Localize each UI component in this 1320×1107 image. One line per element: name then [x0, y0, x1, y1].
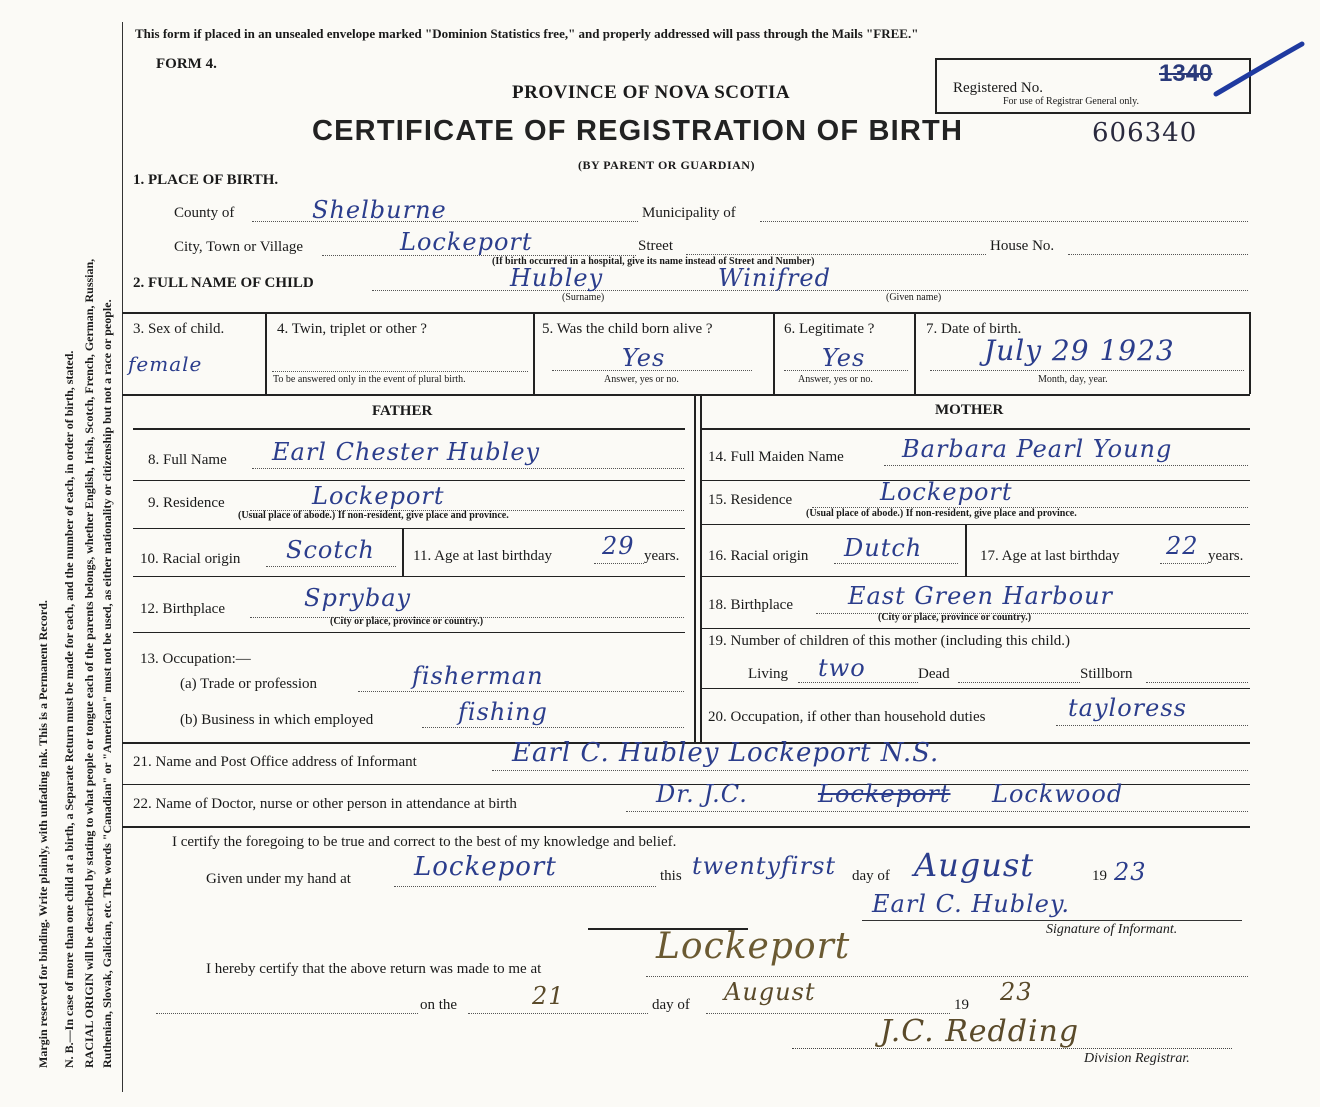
- surname-note: (Surname): [562, 292, 605, 303]
- father-trade-label: (a) Trade or profession: [180, 676, 318, 692]
- mother-residence-note: (Usual place of abode.) If non-resident, give place and province.: [806, 508, 1077, 519]
- mother-dead-label: Dead: [918, 666, 950, 682]
- registrar-signature: J.C. Redding: [880, 1014, 1080, 1049]
- father-heading: FATHER: [372, 403, 433, 419]
- certify-dayof-label: day of: [852, 868, 890, 884]
- county-value: Shelburne: [312, 196, 447, 224]
- margin-racial-note-2: Ruthenian, Slovak, Galician, etc. The words "Canadian" or "American" must not be used, as either nationality or citizenship but not a race or people.: [100, 299, 114, 1068]
- alive-label: 5. Was the child born alive ?: [542, 321, 713, 337]
- mother-stillborn-label: Stillborn: [1080, 666, 1133, 682]
- mother-children-label: 19. Number of children of this mother (including this child.): [708, 633, 1071, 649]
- twin-note: To be answered only in the event of plural birth.: [273, 374, 466, 385]
- informant-signature: Earl C. Hubley.: [872, 890, 1070, 918]
- father-residence-label: 9. Residence: [148, 495, 225, 511]
- certify-year-print: 19: [1092, 868, 1107, 884]
- city-value: Lockeport: [400, 228, 533, 256]
- registrar-day-value: 21: [532, 982, 565, 1010]
- father-racial-value: Scotch: [286, 536, 375, 564]
- legitimate-note: Answer, yes or no.: [798, 374, 873, 385]
- father-occupation-label: 13. Occupation:—: [140, 651, 251, 667]
- margin-racial-note-1: RACIAL ORIGIN will be described by stating to what people or tongue each of the parents belongs, whether English, Irish, Scotch, French, German, Russian,: [82, 258, 96, 1068]
- registered-box: [935, 58, 1251, 114]
- mother-living-value: two: [818, 654, 866, 682]
- dob-value: July 29 1923: [984, 334, 1175, 367]
- alive-value: Yes: [622, 344, 666, 372]
- mother-occupation-label: 20. Occupation, if other than household duties: [708, 709, 986, 725]
- informant-label: 21. Name and Post Office address of Informant: [133, 754, 417, 770]
- father-residence-value: Lockeport: [312, 482, 445, 510]
- certify-month-value: August: [914, 846, 1035, 884]
- mother-occupation-value: tayloress: [1068, 694, 1187, 722]
- given-under-label: Given under my hand at: [206, 871, 351, 887]
- dob-label: 7. Date of birth.: [926, 321, 1022, 337]
- registrar-on-label: on the: [420, 997, 458, 1013]
- doctor-prefix: Dr. J.C.: [656, 780, 748, 808]
- mother-residence-label: 15. Residence: [708, 492, 793, 508]
- given-place-value: Lockeport: [414, 852, 557, 882]
- registered-label: Registered No.: [953, 80, 1043, 96]
- child-name-label: 2. FULL NAME OF CHILD: [133, 275, 314, 291]
- father-birthplace-note: (City or place, province or country.): [330, 616, 484, 627]
- father-trade-value: fisherman: [412, 662, 544, 690]
- registrar-month-value: August: [724, 978, 816, 1006]
- father-name-value: Earl Chester Hubley: [272, 438, 541, 466]
- mother-name-value: Barbara Pearl Young: [902, 435, 1173, 463]
- place-of-birth-label: 1. PLACE OF BIRTH.: [133, 172, 279, 188]
- mother-racial-value: Dutch: [844, 534, 923, 562]
- registered-note: For use of Registrar General only.: [1003, 96, 1139, 107]
- margin-nb-note: N. B.—In case of more than one child at a birth, a Separate Return must be made for each, and the number of each, in order of birth, stated.: [62, 350, 76, 1068]
- father-age-value: 29: [602, 532, 635, 560]
- father-years-label: years.: [644, 548, 680, 564]
- mother-residence-value: Lockeport: [880, 478, 1013, 506]
- mother-racial-label: 16. Racial origin: [708, 548, 809, 564]
- mother-heading: MOTHER: [935, 402, 1004, 418]
- legitimate-label: 6. Legitimate ?: [784, 321, 875, 337]
- doctor-value: Lockwood: [992, 780, 1124, 808]
- alive-note: Answer, yes or no.: [604, 374, 679, 385]
- father-age-label: 11. Age at last birthday: [413, 548, 552, 564]
- mother-living-label: Living: [748, 666, 788, 682]
- informant-value: Earl C. Hubley Lockeport N.S.: [512, 738, 940, 768]
- registered-number: 1340: [1159, 60, 1213, 87]
- twin-label: 4. Twin, triplet or other ?: [277, 321, 427, 337]
- hospital-note: (If birth occurred in a hospital, give its name instead of Street and Number): [492, 256, 815, 267]
- margin-rule: [122, 22, 123, 1092]
- registrar-place-value: Lockeport: [656, 926, 851, 967]
- margin-binding-note: Margin reserved for binding. Write plainly, with unfading ink. This is a Permanent Record.: [36, 600, 50, 1068]
- pen-stroke-icon: [1210, 38, 1310, 104]
- child-surname: Hubley: [510, 264, 604, 292]
- registrar-year-value: 23: [1000, 978, 1033, 1006]
- province-heading: PROVINCE OF NOVA SCOTIA: [512, 82, 791, 103]
- doctor-label: 22. Name of Doctor, nurse or other person in attendance at birth: [133, 796, 517, 812]
- handwritten-number: 606340: [1092, 118, 1198, 148]
- father-residence-note: (Usual place of abode.) If non-resident, give place and province.: [238, 510, 509, 521]
- mother-years-label: years.: [1208, 548, 1244, 564]
- form-number: FORM 4.: [156, 56, 217, 72]
- given-name-note: (Given name): [886, 292, 942, 303]
- doctor-struck-value: Lockeport: [818, 780, 951, 808]
- mail-notice: This form if placed in an unsealed envelope marked "Dominion Statistics free," and properly addressed will pass through the Mails "FREE.": [135, 26, 919, 41]
- mother-birthplace-label: 18. Birthplace: [708, 597, 793, 613]
- certify-statement: I certify the foregoing to be true and correct to the best of my knowledge and belief.: [172, 834, 677, 850]
- father-name-label: 8. Full Name: [148, 452, 227, 468]
- this-label: this: [660, 868, 682, 884]
- mother-birthplace-note: (City or place, province or country.): [878, 612, 1032, 623]
- registrar-dayof-label: day of: [652, 997, 690, 1013]
- sex-value: female: [128, 352, 203, 376]
- division-registrar-label: Division Registrar.: [1084, 1051, 1190, 1066]
- father-business-label: (b) Business in which employed: [180, 712, 374, 728]
- certify-year-value: 23: [1114, 858, 1147, 886]
- certify-day-value: twentyfirst: [692, 852, 837, 880]
- certificate-subtitle: (BY PARENT OR GUARDIAN): [578, 158, 755, 172]
- dob-note: Month, day, year.: [1038, 374, 1108, 385]
- child-given-name: Winifred: [718, 264, 831, 292]
- father-birthplace-value: Sprybay: [304, 584, 412, 612]
- legitimate-value: Yes: [822, 344, 866, 372]
- house-label: House No.: [990, 238, 1055, 254]
- father-business-value: fishing: [458, 698, 548, 726]
- registrar-year-print: 19: [954, 997, 969, 1013]
- father-racial-label: 10. Racial origin: [140, 551, 241, 567]
- mother-birthplace-value: East Green Harbour: [848, 582, 1114, 610]
- municipality-label: Municipality of: [642, 205, 736, 221]
- father-birthplace-label: 12. Birthplace: [140, 601, 225, 617]
- street-label: Street: [638, 238, 673, 254]
- city-label: City, Town or Village: [174, 239, 304, 255]
- mother-age-label: 17. Age at last birthday: [980, 548, 1120, 564]
- county-label: County of: [174, 205, 235, 221]
- registrar-statement: I hereby certify that the above return was made to me at: [206, 961, 542, 977]
- sex-label: 3. Sex of child.: [133, 321, 225, 337]
- mother-name-label: 14. Full Maiden Name: [708, 449, 844, 465]
- mother-age-value: 22: [1166, 532, 1199, 560]
- informant-signature-label: Signature of Informant.: [1046, 922, 1178, 937]
- certificate-title: CERTIFICATE OF REGISTRATION OF BIRTH: [312, 115, 964, 147]
